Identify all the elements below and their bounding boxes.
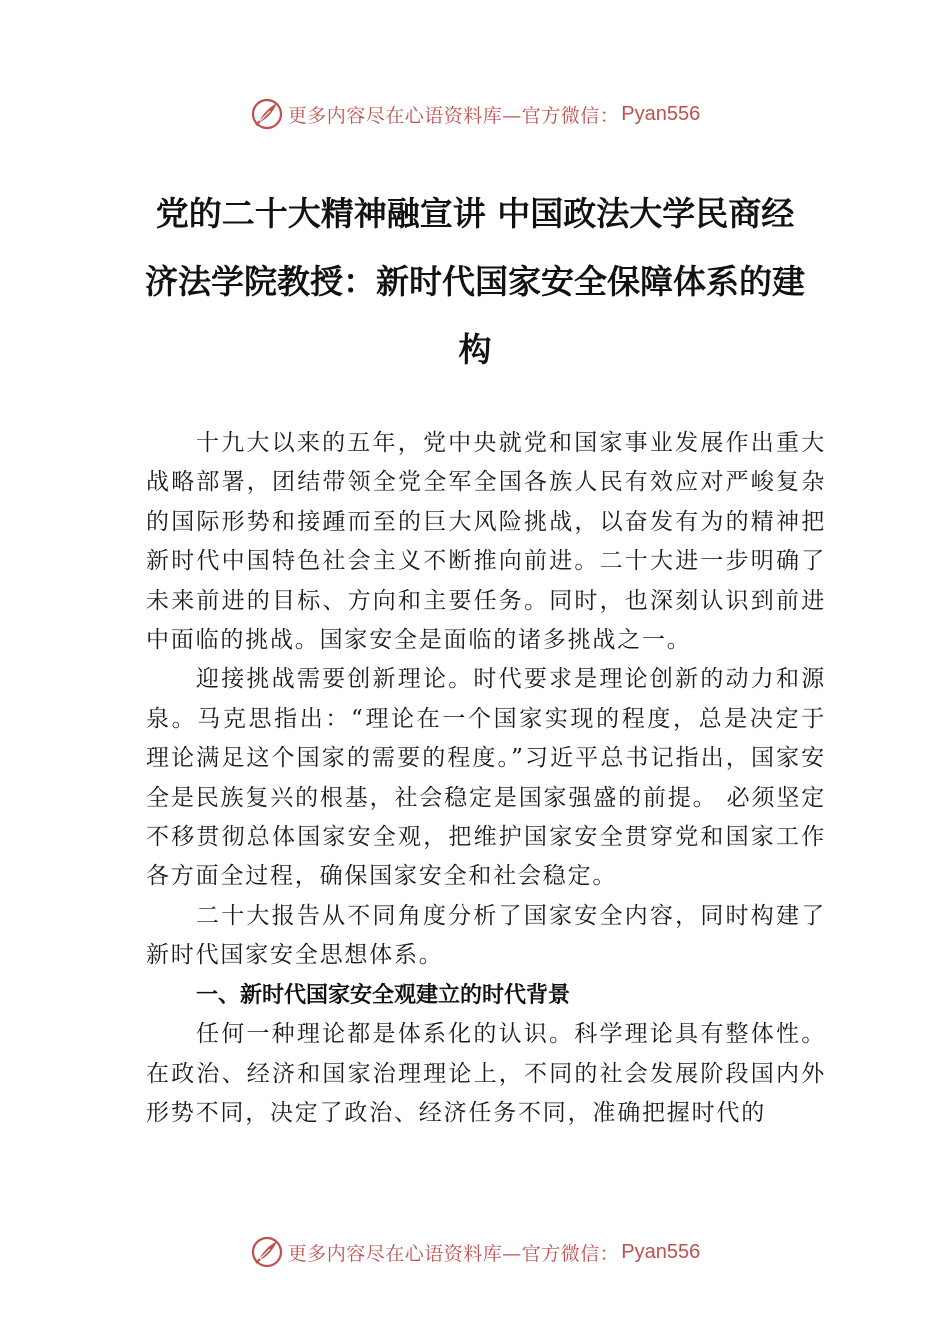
watermark-text: 更多内容尽在心语资料库—官方微信： — [287, 1242, 620, 1265]
watermark-header — [0, 94, 950, 134]
watermark-text: 更多内容尽在心语资料库—官方微信： — [287, 104, 620, 127]
body-paragraph: 迎接挑战需要创新理论。时代要求是理论创新的动力和源泉。马克思指出：“理论在一个国家实现的程度，总是决定于理论满足这个国家的需要的程度。”习近平总书记指出，国家安全是民族复兴的根基，社会稳定是国家强盛的前提。 必须坚定不移贯彻总体国家安全观，把维护国家安全贯穿党和国家工作各方面全过程，确保国家安全和社会稳定。 — [146, 666, 826, 890]
watermark-footer — [0, 1232, 950, 1272]
document-body — [146, 424, 826, 1133]
feather-quill-logo-icon — [250, 97, 284, 131]
section-heading: 一、新时代国家安全观建立的时代背景 — [196, 982, 571, 1008]
document-title: 党的二十大精神融宣讲 中国政法大学民商经济法学院教授：新时代国家安全保障体系的建构 — [145, 194, 805, 369]
watermark-wechat-id: Pyan556 — [621, 1240, 701, 1263]
body-paragraph: 二十大报告从不同角度分析了国家安全内容，同时构建了新时代国家安全思想体系。 — [146, 902, 826, 969]
body-paragraph: 十九大以来的五年，党中央就党和国家事业发展作出重大战略部署，团结带领全党全军全国各族人民有效应对严峻复杂的国际形势和接踵而至的巨大风险挑战，以奋发有为的精神把新时代中国特色社会主义不断推向前进。二十大进一步明确了未来前进的目标、方向和主要任务。同时，也深刻认识到前进中面临的挑战。国家安全是面临的诸多挑战之一。 — [146, 430, 826, 654]
watermark-wechat-id: Pyan556 — [621, 102, 701, 125]
feather-quill-logo-icon — [250, 1235, 284, 1269]
body-paragraph: 任何一种理论都是体系化的认识。科学理论具有整体性。在政治、经济和国家治理理论上，不同的社会发展阶段国内外形势不同，决定了政治、经济任务不同，准确把握时代的 — [146, 1021, 826, 1126]
